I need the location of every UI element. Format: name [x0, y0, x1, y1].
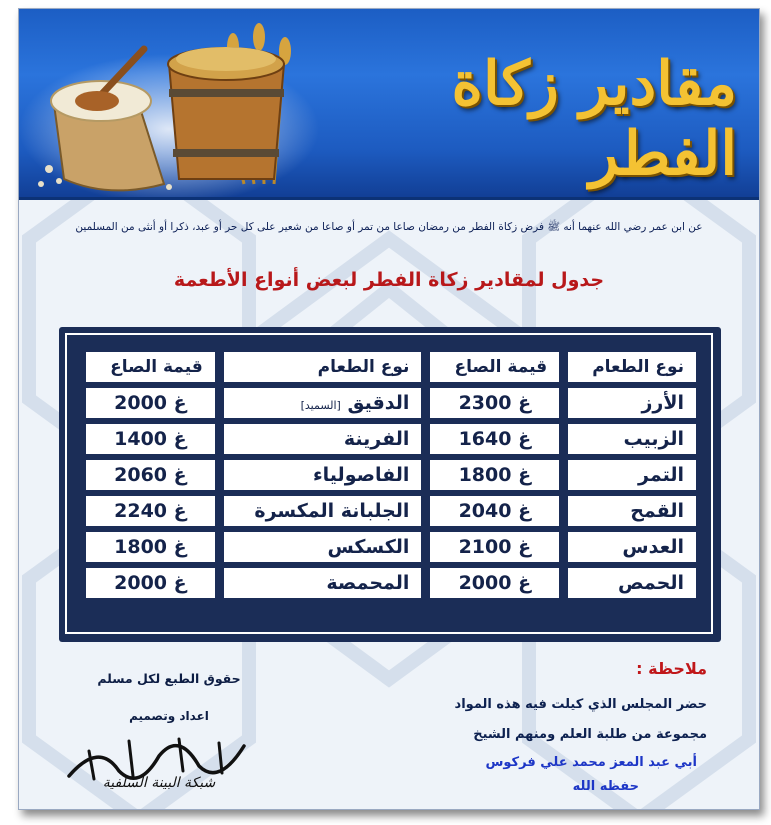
- column-header-quantity: قيمة الصاع: [86, 352, 215, 382]
- quantity-cell: 2060 غ: [86, 460, 215, 490]
- quantity-cell: 1400 غ: [86, 424, 215, 454]
- table-header-row: [86, 352, 696, 382]
- column-header-food: نوع الطعام: [568, 352, 696, 382]
- quantity-cell: 2240 غ: [86, 496, 215, 526]
- table-row: [86, 532, 696, 562]
- table-row: [86, 568, 696, 598]
- signature-text: شبكة البينة السلفية: [102, 775, 216, 791]
- table-row: [86, 496, 696, 526]
- note-line-prayer: حفظه الله: [572, 779, 639, 794]
- quantity-cell: 2000 غ: [86, 568, 215, 598]
- food-note: [السميد]: [300, 399, 341, 412]
- quantity-cell: 2000 غ: [430, 568, 559, 598]
- table-frame: [59, 327, 721, 642]
- zakat-table: [77, 346, 705, 604]
- column-header-quantity: قيمة الصاع: [430, 352, 559, 382]
- table-subtitle: جدول لمقادير زكاة الفطر لبعض أنواع الأطعمة: [173, 269, 605, 291]
- food-cell: الكسكس: [224, 532, 422, 562]
- food-cell: الفاصولياء: [224, 460, 422, 490]
- food-cell: الجلبانة المكسرة: [224, 496, 422, 526]
- poster: [18, 8, 760, 810]
- quantity-cell: 2100 غ: [430, 532, 559, 562]
- food-cell: المحمصة: [224, 568, 422, 598]
- note-line: مجموعة من طلبة العلم ومنهم الشيخ: [473, 727, 707, 742]
- food-cell: الفرينة: [224, 424, 422, 454]
- food-cell: العدس: [568, 532, 696, 562]
- food-cell: الأرز: [568, 388, 696, 418]
- header-banner: [19, 9, 759, 200]
- food-cell: [224, 388, 422, 418]
- quantity-cell: 2040 غ: [430, 496, 559, 526]
- food-cell: القمح: [568, 496, 696, 526]
- food-cell: التمر: [568, 460, 696, 490]
- food-cell: الزبيب: [568, 424, 696, 454]
- page-title: مقادير زكاة الفطر: [451, 49, 737, 189]
- note-line: حضر المجلس الذي كيلت فيه هذه المواد: [454, 697, 707, 712]
- quantity-cell: 2300 غ: [430, 388, 559, 418]
- food-name: الدقيق: [347, 392, 410, 414]
- note-line-sheikh: أبي عبد المعز محمد علي فركوس: [485, 755, 697, 770]
- column-header-food: نوع الطعام: [224, 352, 422, 382]
- table-row: [86, 388, 696, 418]
- table-row: [86, 424, 696, 454]
- quantity-cell: 1640 غ: [430, 424, 559, 454]
- table-row: [86, 460, 696, 490]
- copyright-note: حقوق الطبع لكل مسلم: [97, 671, 241, 686]
- grain-sack-and-bucket-illustration: [19, 9, 319, 197]
- quantity-cell: 2000 غ: [86, 388, 215, 418]
- calligraphy-signature: [59, 721, 259, 791]
- quantity-cell: 1800 غ: [86, 532, 215, 562]
- prepared-by-label: اعداد وتصميم: [129, 709, 209, 723]
- food-cell: الحمص: [568, 568, 696, 598]
- note-title: ملاحظة :: [636, 659, 707, 678]
- hadith-text: عن ابن عمر رضي الله عنهما أنه ﷺ فرض زكاة الفطر من رمضان صاعا من تمر أو صاعا من شعير على كل حر أو عبد، ذكرا أو أنثى من المسلمين: [75, 221, 703, 233]
- quantity-cell: 1800 غ: [430, 460, 559, 490]
